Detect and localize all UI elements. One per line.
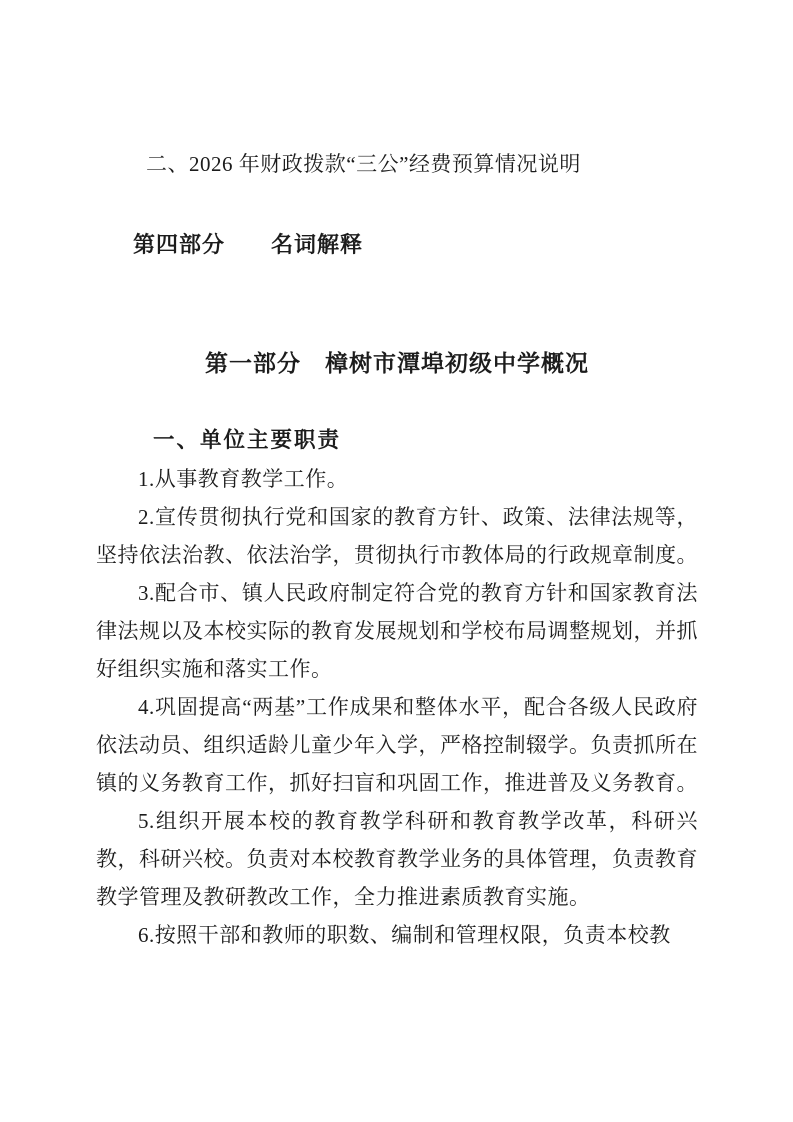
- duty-paragraph: 6.按照干部和教师的职数、编制和管理权限，负责本校教: [138, 923, 671, 947]
- duties-list: [96, 460, 698, 954]
- duty-paragraph: 3.配合市、镇人民政府制定符合党的教育方针和国家教育法律法规以及本校实际的教育发展规划和学校布局调整规划，并抓好组织实施和落实工作。: [96, 581, 698, 681]
- duty-paragraph: 5.组织开展本校的教育教学科研和教育教学改革，科研兴教，科研兴校。负责对本校教育教学业务的具体管理，负责教育教学管理及教研教改工作，全力推进素质教育实施。: [96, 809, 698, 909]
- duty-paragraph: 2.宣传贯彻执行党和国家的教育方针、政策、法律法规等，坚持依法治教、依法治学，贯彻执行市教体局的行政规章制度。: [96, 505, 698, 567]
- duty-paragraph: 4.巩固提高“两基”工作成果和整体水平，配合各级人民政府依法动员、组织适龄儿童少年入学，严格控制辍学。负责抓所在镇的义务教育工作，抓好扫盲和巩固工作，推进普及义务教育。: [96, 695, 698, 795]
- duty-paragraph: 1.从事教育教学工作。: [138, 467, 349, 491]
- budget-note-line: 二、2026 年财政拨款“三公”经费预算情况说明: [146, 152, 581, 176]
- part-four-heading: 第四部分 名词解释: [133, 233, 364, 258]
- section-one-heading: 一、单位主要职责: [153, 428, 342, 453]
- part-one-heading: 第一部分 樟树市潭埠初级中学概况: [205, 351, 589, 377]
